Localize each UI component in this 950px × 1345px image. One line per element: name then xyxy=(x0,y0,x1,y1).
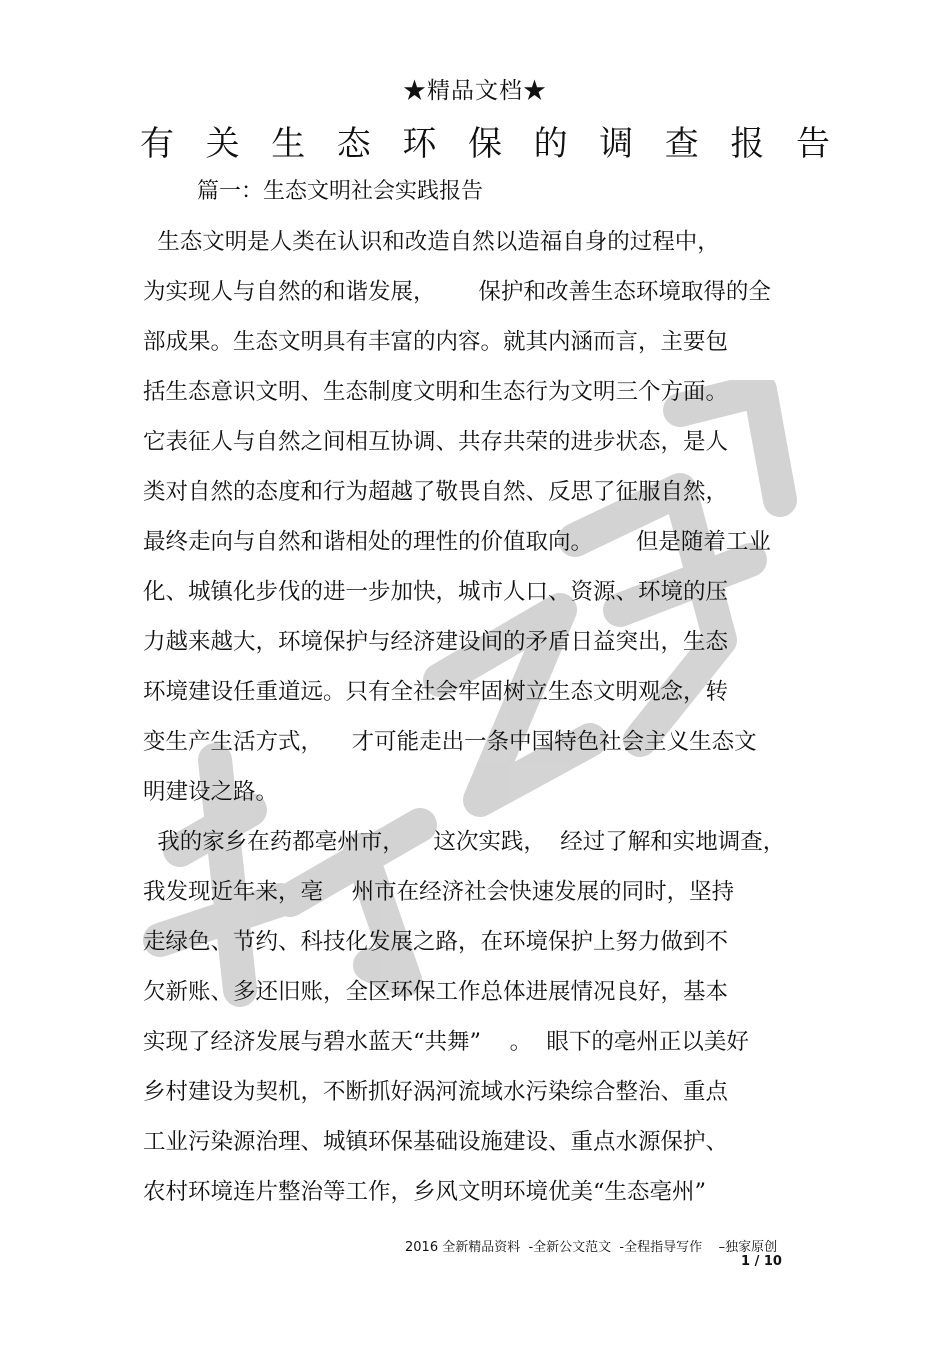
footer-text: 2016 全新精品资料 -全新公文范文 -全程指导写作 –独家原创 xyxy=(405,1240,778,1255)
body-line: 明建设之路。 xyxy=(143,779,279,805)
body-line: 力越来越大，环境保护与经济建设间的矛盾日益突出，生态 xyxy=(143,629,729,655)
body-line: 它表征人与自然之间相互协调、共存共荣的进步状态，是人 xyxy=(143,429,729,455)
body-line: 走绿色、节约、科技化发展之路，在环境保护上努力做到不 xyxy=(143,929,729,955)
body-line: 类对自然的态度和行为超越了敬畏自然、反思了征服自然， xyxy=(143,479,729,505)
body-line: 乡村建设为契机，不断抓好涡河流域水污染综合整治、重点 xyxy=(143,1079,729,1105)
header-mark: ★精品文档★ xyxy=(403,78,547,104)
body-line: 部成果。生态文明具有丰富的内容。就其内涵而言，主要包 xyxy=(143,329,729,355)
body-line: 生态文明是人类在认识和改造自然以造福自身的过程中， xyxy=(143,229,720,255)
body-line: 实现了经济发展与碧水蓝天“共舞” 。 眼下的亳州正以美好 xyxy=(143,1029,749,1055)
body-line: 我的家乡在药都亳州市， 这次实践， 经过了解和实地调查， xyxy=(143,829,786,855)
body-line: 我发现近年来，亳 州市在经济社会快速发展的同时，坚持 xyxy=(143,879,735,905)
section-heading: 篇一：生态文明社会实践报告 xyxy=(197,179,484,204)
body-line: 括生态意识文明、生态制度文明和生态行为文明三个方面。 xyxy=(143,379,729,405)
body-line: 工业污染源治理、城镇环保基础设施建设、重点水源保护、 xyxy=(143,1129,729,1155)
body-line: 变生产生活方式， 才可能走出一条中国特色社会主义生态文 xyxy=(143,729,757,755)
body-line: 欠新账、多还旧账，全区环保工作总体进展情况良好，基本 xyxy=(143,979,729,1005)
body-line: 环境建设任重道远。只有全社会牢固树立生态文明观念，转 xyxy=(143,679,729,705)
body-line: 为实现人与自然的和谐发展， 保护和改善生态环境取得的全 xyxy=(143,279,771,305)
document-title: 有关生态环保的调查报告 xyxy=(140,124,830,164)
body-line: 化、城镇化步伐的进一步加快，城市人口、资源、环境的压 xyxy=(143,579,729,605)
body-line: 最终走向与自然和谐相处的理性的价值取向。 但是随着工业 xyxy=(143,529,771,555)
body-line: 农村环境连片整治等工作，乡风文明环境优美“生态亳州” xyxy=(143,1179,707,1205)
page-number: 1 / 10 xyxy=(741,1254,782,1269)
